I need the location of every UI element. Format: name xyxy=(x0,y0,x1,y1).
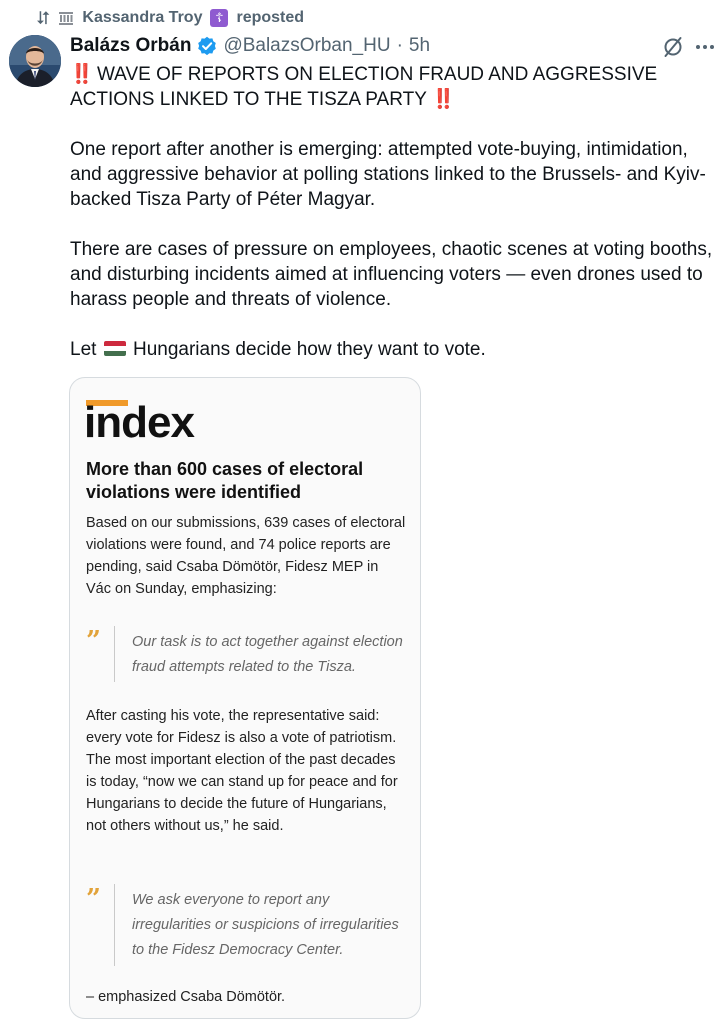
verified-badge-icon xyxy=(197,36,217,56)
post-time[interactable]: 5h xyxy=(408,35,431,56)
article-quote xyxy=(86,626,406,682)
repost-context[interactable] xyxy=(36,8,304,28)
orthodox-cross-icon: ☦ xyxy=(210,9,228,27)
author-name[interactable]: Balázs Orbán xyxy=(70,35,192,56)
header-separator: · xyxy=(396,35,403,56)
quote-mark-icon: ” xyxy=(86,884,101,914)
quote-mark-icon: ” xyxy=(86,626,101,656)
quote-text: Our task is to act together against election fraud attempts related to the Tisza. xyxy=(132,634,403,675)
hungary-flag-icon xyxy=(104,341,126,356)
more-options-icon[interactable] xyxy=(694,38,716,56)
double-exclamation-icon: ‼️ xyxy=(431,89,454,110)
svg-text:index: index xyxy=(84,400,194,440)
article-intro: Based on our submissions, 639 cases of electoral violations were found, and 74 police reports are pending, said Csaba Dömötör, Fidesz MEP in Vác on Sunday, emphasizing: xyxy=(86,515,406,597)
avatar-portrait xyxy=(9,35,61,87)
quote-text: We ask everyone to report any irregularities or suspicions of irregularities to the Fidesz Democracy Center. xyxy=(132,892,399,958)
post-paragraph-closing: Let Hungarians decide how they want to vote. xyxy=(70,339,486,360)
repost-label: reposted xyxy=(236,9,305,26)
post-paragraph-cases: There are cases of pressure on employees, chaotic scenes at voting booths, and disturbing incidents aimed at influencing voters — even drones used to harass people and threats of violence. xyxy=(70,239,713,310)
post-header xyxy=(70,34,430,58)
retweet-icon: ⮃ xyxy=(36,7,51,28)
article-title: More than 600 cases of electoral violations were identified xyxy=(86,459,364,502)
reposter-name[interactable]: Kassandra Troy xyxy=(82,9,203,26)
article-footer: – emphasized Csaba Dömötör. xyxy=(86,989,286,1005)
post-paragraph-headline: ‼️ WAVE OF REPORTS ON ELECTION FRAUD AND AGGRESSIVE ACTIONS LINKED TO THE TISZA PARTY ‼️ xyxy=(70,64,658,110)
quote-divider xyxy=(114,626,115,682)
post-paragraph-reports: One report after another is emerging: attempted vote-buying, intimidation, and aggressive behavior at polling stations linked to the Brussels- and Kyiv-backed Tisza Party of Péter Magyar. xyxy=(70,139,706,210)
author-handle[interactable]: @BalazsOrban_HU xyxy=(223,35,391,56)
grok-icon[interactable] xyxy=(662,36,684,58)
article-body: After casting his vote, the representative said: every vote for Fidesz is also a vote of patriotism. The most important election of the past decades is today, “now we can stand up for peace and for Hungarians to decide the future of Hungarians, not others without us,” he said. xyxy=(86,708,398,834)
article-quote xyxy=(86,884,406,966)
quote-divider xyxy=(114,884,115,966)
post-text xyxy=(70,62,715,362)
double-exclamation-icon: ‼️ xyxy=(70,64,92,85)
bank-icon xyxy=(58,11,74,25)
avatar[interactable] xyxy=(9,35,61,87)
index-logo xyxy=(84,400,279,440)
attached-article-image[interactable] xyxy=(69,377,421,1019)
